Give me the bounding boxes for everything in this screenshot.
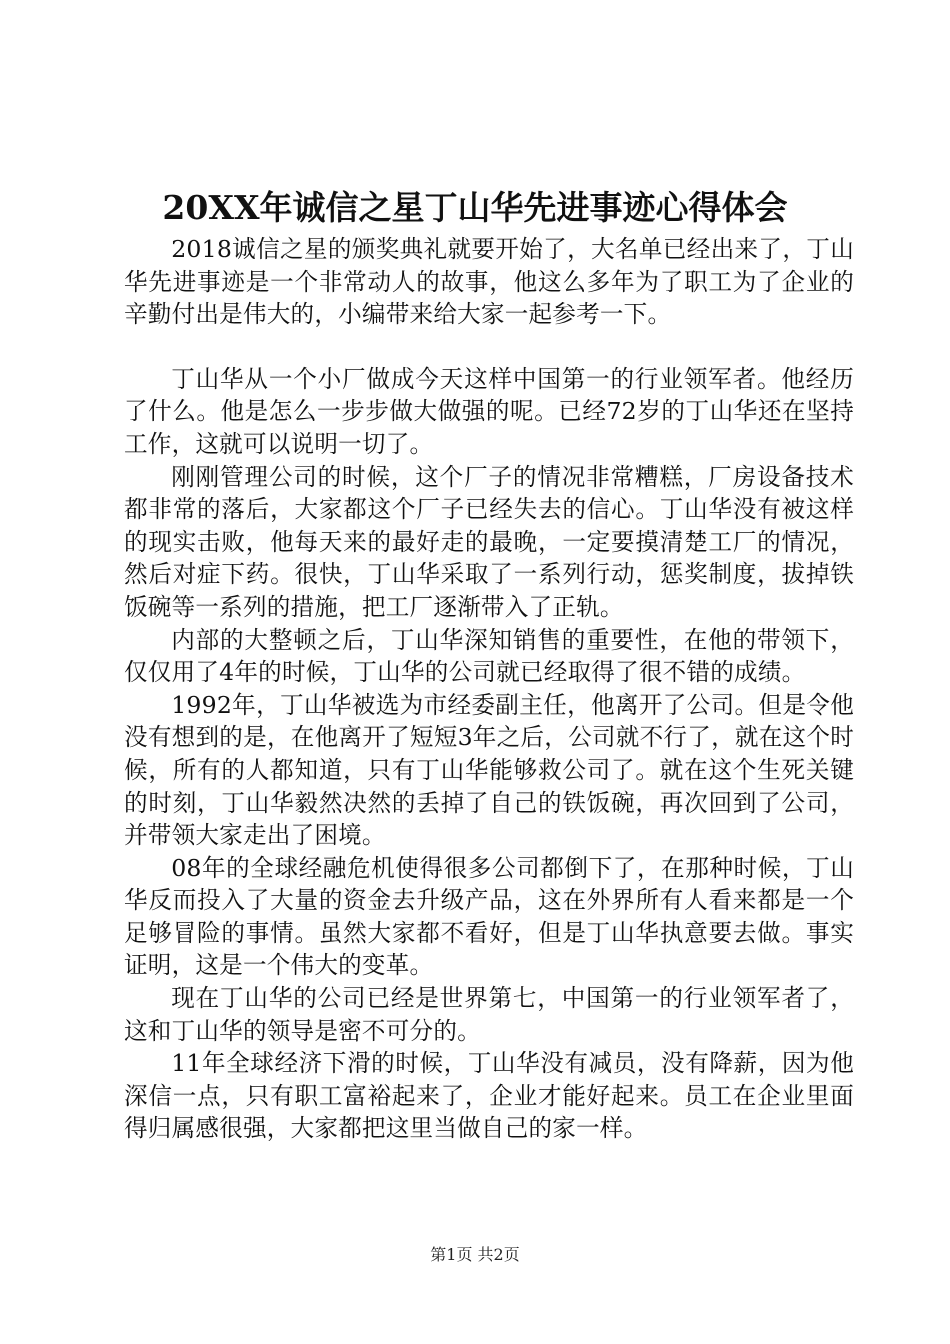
- paragraph: 08年的全球经融危机使得很多公司都倒下了，在那种时候，丁山华反而投入了大量的资金去升级产品，这在外界所有人看来都是一个足够冒险的事情。虽然大家都不看好，但是丁山华执意要去做。事实证明，这是一个伟大的变革。: [124, 853, 854, 980]
- paragraph: 1992年，丁山华被选为市经委副主任，他离开了公司。但是令他没有想到的是，在他离开了短短3年之后，公司就不行了，就在这个时候，所有的人都知道，只有丁山华能够救公司了。就在这个生死关键的时刻，丁山华毅然决然的丢掉了自己的铁饭碗，再次回到了公司，并带领大家走出了困境。: [124, 690, 854, 850]
- paragraph: 11年全球经济下滑的时候，丁山华没有减员，没有降薪，因为他深信一点，只有职工富裕起来了，企业才能好起来。员工在企业里面得归属感很强，大家都把这里当做自己的家一样。: [124, 1049, 854, 1143]
- document-body: [124, 233, 854, 1145]
- paragraph: 现在丁山华的公司已经是世界第七，中国第一的行业领军者了，这和丁山华的领导是密不可分的。: [124, 984, 854, 1045]
- document-title: 20XX年诚信之星丁山华先进事迹心得体会: [162, 188, 788, 227]
- paragraph: 刚刚管理公司的时候，这个厂子的情况非常糟糕，厂房设备技术都非常的落后，大家都这个厂子已经失去的信心。丁山华没有被这样的现实击败，他每天来的最好走的最晚，一定要摸清楚工厂的情况，然后对症下药。很快，丁山华采取了一系列行动，惩奖制度，拔掉铁饭碗等一系列的措施，把工厂逐渐带入了正轨。: [124, 462, 854, 621]
- paragraph: 丁山华从一个小厂做成今天这样中国第一的行业领军者。他经历了什么。他是怎么一步步做大做强的呢。已经72岁的丁山华还在坚持工作，这就可以说明一切了。: [124, 364, 854, 458]
- paragraph-intro: 2018诚信之星的颁奖典礼就要开始了，大名单已经出来了，丁山华先进事迹是一个非常动人的故事，他这么多年为了职工为了企业的辛勤付出是伟大的，小编带来给大家一起参考一下。: [124, 235, 854, 329]
- page-footer: 第1页 共2页: [430, 1245, 520, 1264]
- paragraph: 内部的大整顿之后，丁山华深知销售的重要性，在他的带领下，仅仅用了4年的时候，丁山华的公司就已经取得了很不错的成绩。: [124, 625, 854, 687]
